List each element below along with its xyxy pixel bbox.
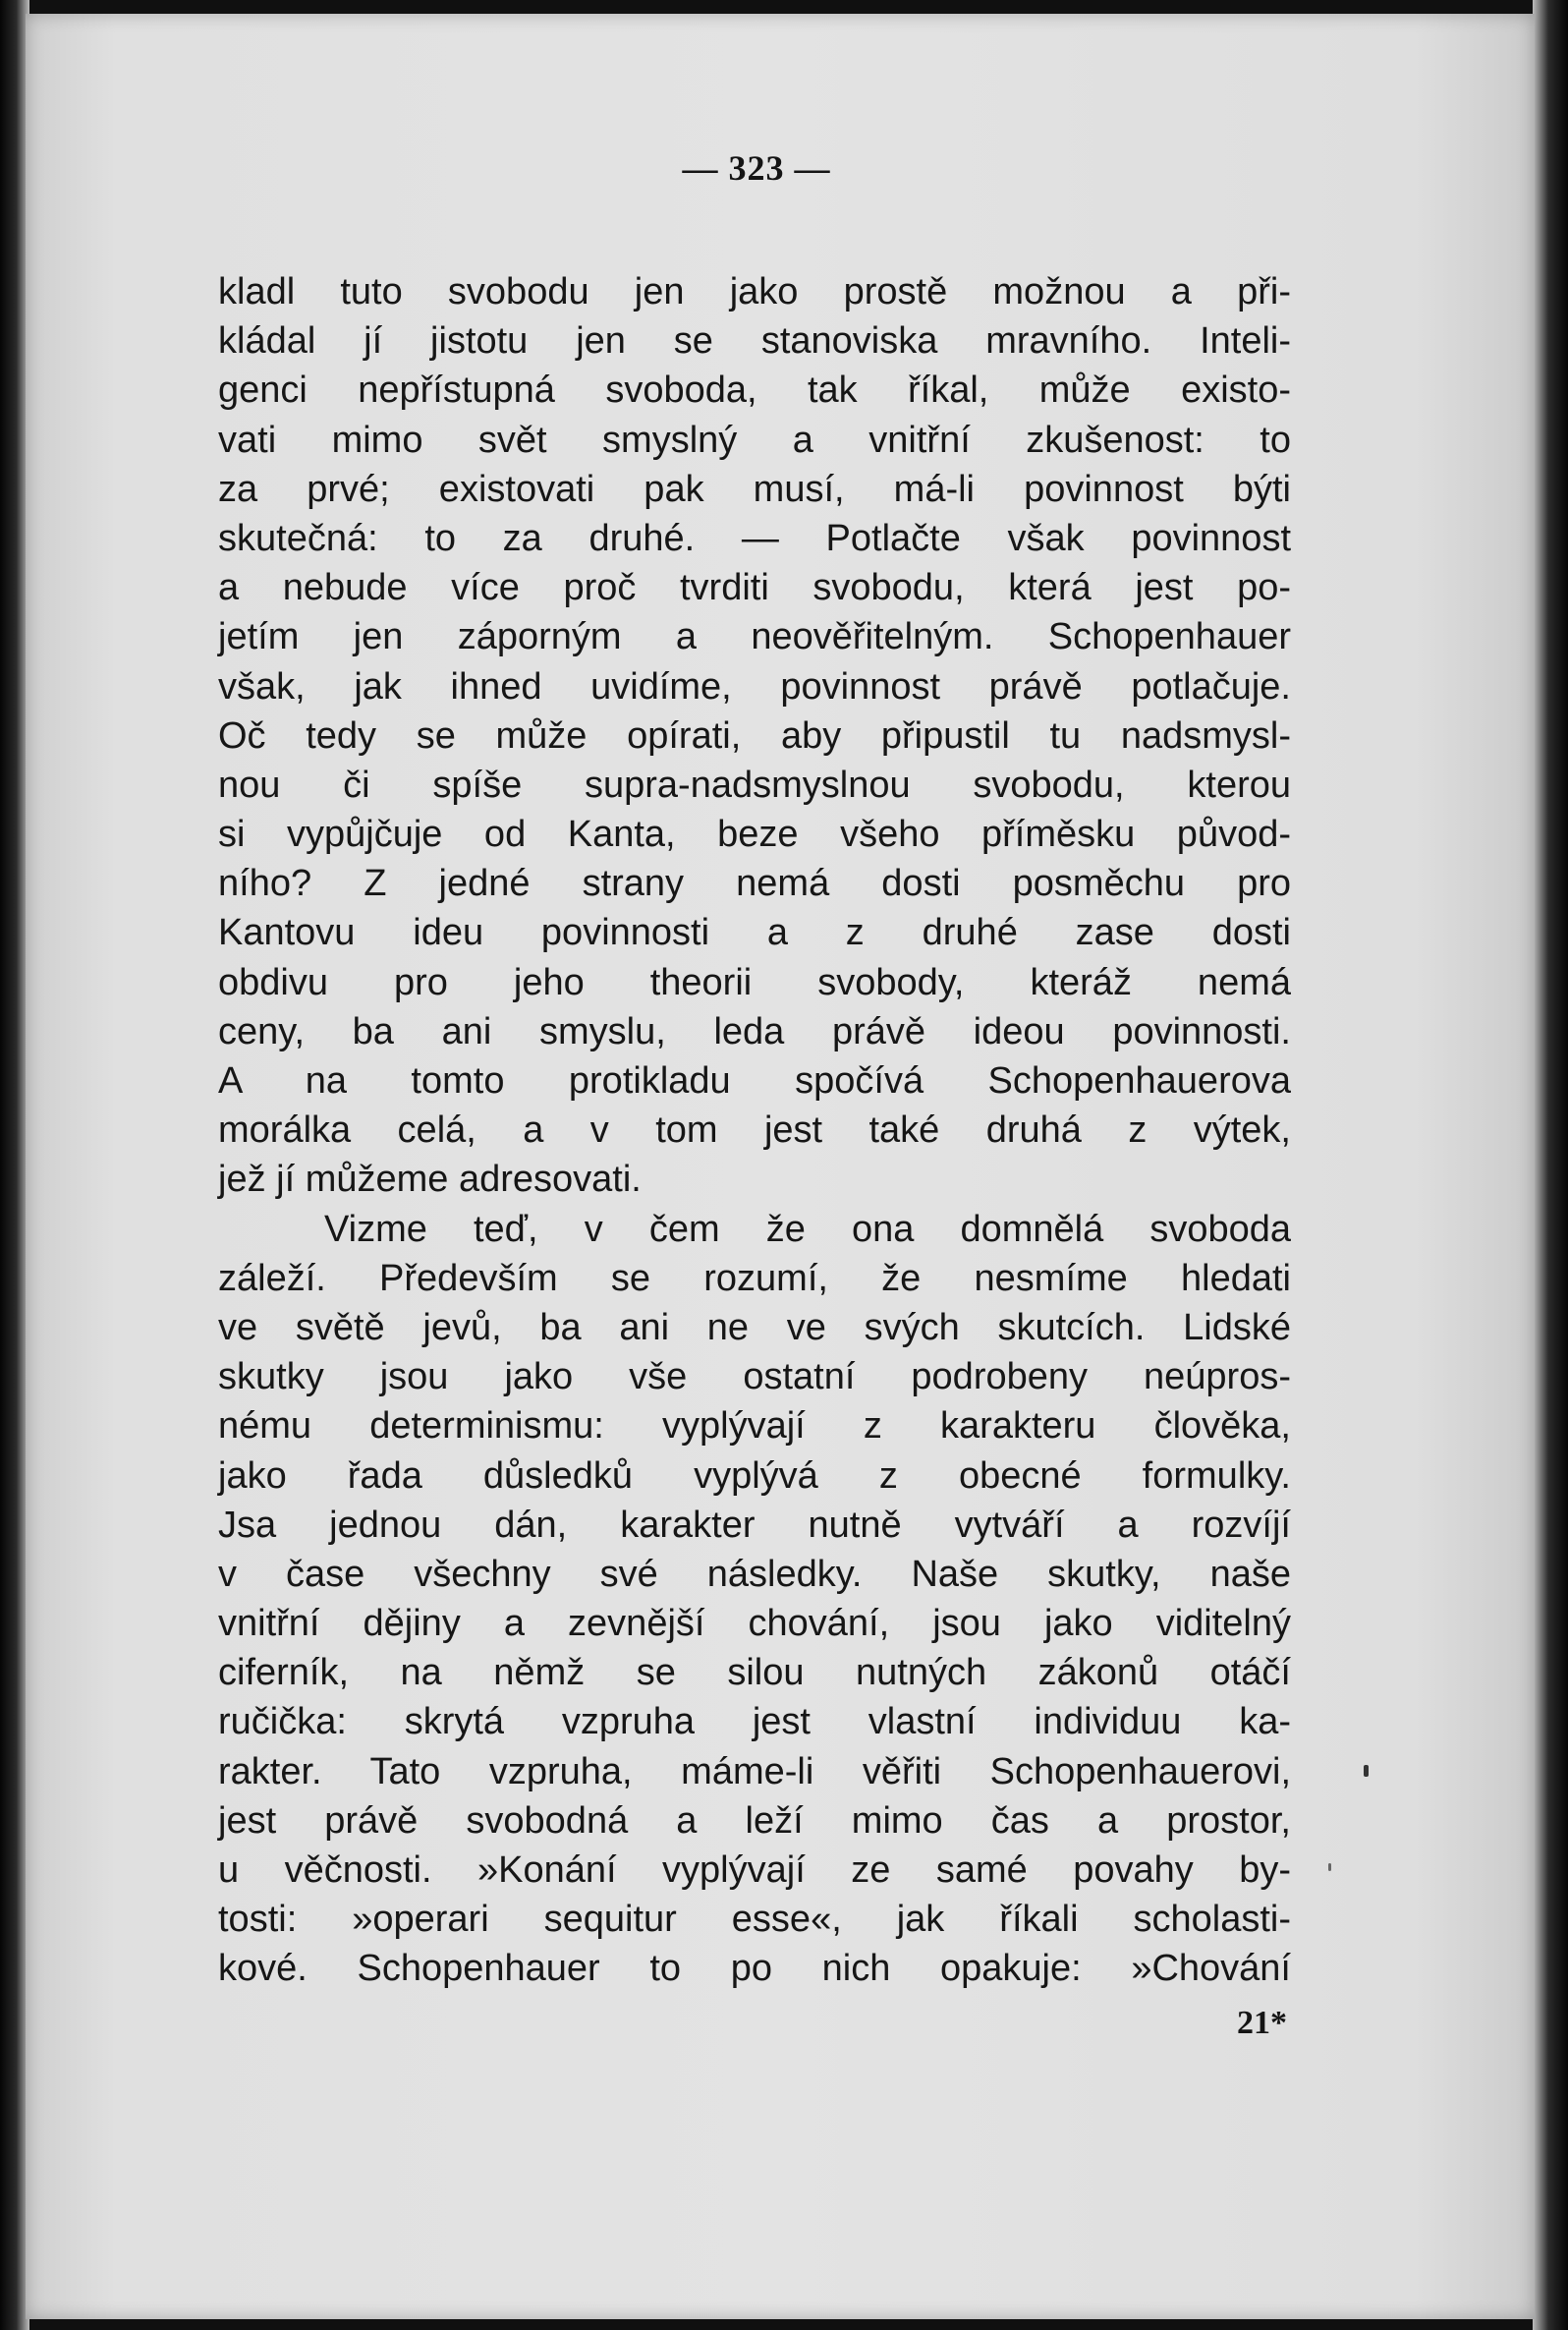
text-line: ceny, ba ani smyslu, leda právě ideou povinnosti. [218, 1010, 1291, 1052]
text-line: rakter. Tato vzpruha, máme-li věřiti Schopenhauerovi, [218, 1750, 1291, 1792]
text-line: však, jak ihned uvidíme, povinnost právě potlačuje. [218, 665, 1291, 708]
signature-mark: 21* [1237, 2005, 1287, 2041]
page-number: — 323 — [682, 148, 831, 188]
text-line: a nebude více proč tvrditi svobodu, která jest po- [218, 567, 1291, 609]
text-line: genci nepřístupná svoboda, tak říkal, může existo- [218, 369, 1291, 412]
text-line: skutky jsou jako vše ostatní podrobeny neúpros- [218, 1356, 1291, 1398]
text-line: u věčnosti. »Konání vyplývají ze samé povahy by- [218, 1849, 1291, 1891]
text-line: Kantovu ideu povinnosti a z druhé zase dosti [218, 912, 1291, 954]
page-edge-shadow [1533, 0, 1568, 2330]
text-line: za prvé; existovati pak musí, má-li povinnost býti [218, 468, 1291, 510]
text-line: ního? Z jedné strany nemá dosti posměchu pro [218, 863, 1291, 905]
text-line: ručička: skrytá vzpruha jest vlastní individuu ka- [218, 1701, 1291, 1743]
text-line: morálka celá, a v tom jest také druhá z výtek, [218, 1109, 1291, 1152]
margin-speck [1328, 1863, 1331, 1871]
text-line: obdivu pro jeho theorii svobody, kteráž nemá [218, 961, 1291, 1003]
text-line: A na tomto protikladu spočívá Schopenhauerova [218, 1060, 1291, 1102]
text-line: Jsa jednou dán, karakter nutně vytváří a rozvíjí [218, 1504, 1291, 1546]
margin-speck [1364, 1765, 1369, 1777]
text-line: nou či spíše supra-nadsmyslnou svobodu, kterou [218, 764, 1291, 806]
text-line: vnitřní dějiny a zevnější chování, jsou jako viditelný [218, 1603, 1291, 1645]
text-line: kladl tuto svobodu jen jako prostě možnou a při- [218, 271, 1291, 313]
text-line: ciferník, na němž se silou nutných zákonů otáčí [218, 1652, 1291, 1694]
text-line: jest právě svobodná a leží mimo čas a prostor, [218, 1799, 1291, 1842]
text-line: kládal jí jistotu jen se stanoviska mravního. Inteli- [218, 320, 1291, 363]
text-line: nému determinismu: vyplývají z karakteru člověka, [218, 1405, 1291, 1448]
body-text [218, 267, 1291, 1994]
text-line: vati mimo svět smyslný a vnitřní zkušenost: to [218, 419, 1291, 461]
text-line: tosti: »operari sequitur esse«, jak říkali scholasti- [218, 1899, 1291, 1941]
text-line: ve světě jevů, ba ani ne ve svých skutcích. Lidské [218, 1306, 1291, 1348]
text-line: skutečná: to za druhé. — Potlačte však povinnost [218, 517, 1291, 559]
text-line: jako řada důsledků vyplývá z obecné formulky. [218, 1454, 1291, 1497]
text-line: Vizme teď, v čem že ona domnělá svoboda [324, 1208, 1291, 1250]
text-line: jež jí můžeme adresovati. [218, 1159, 642, 1201]
text-line: v čase všechny své následky. Naše skutky, naše [218, 1553, 1291, 1595]
text-line: kové. Schopenhauer to po nich opakuje: »Chování [218, 1948, 1291, 1990]
text-line: si vypůjčuje od Kanta, beze všeho příměsku původ- [218, 814, 1291, 856]
text-line: Oč tedy se může opírati, aby připustil tu nadsmysl- [218, 714, 1291, 757]
text-line: jetím jen záporným a neověřitelným. Schopenhauer [218, 616, 1291, 658]
text-line: záleží. Především se rozumí, že nesmíme hledati [218, 1257, 1291, 1299]
